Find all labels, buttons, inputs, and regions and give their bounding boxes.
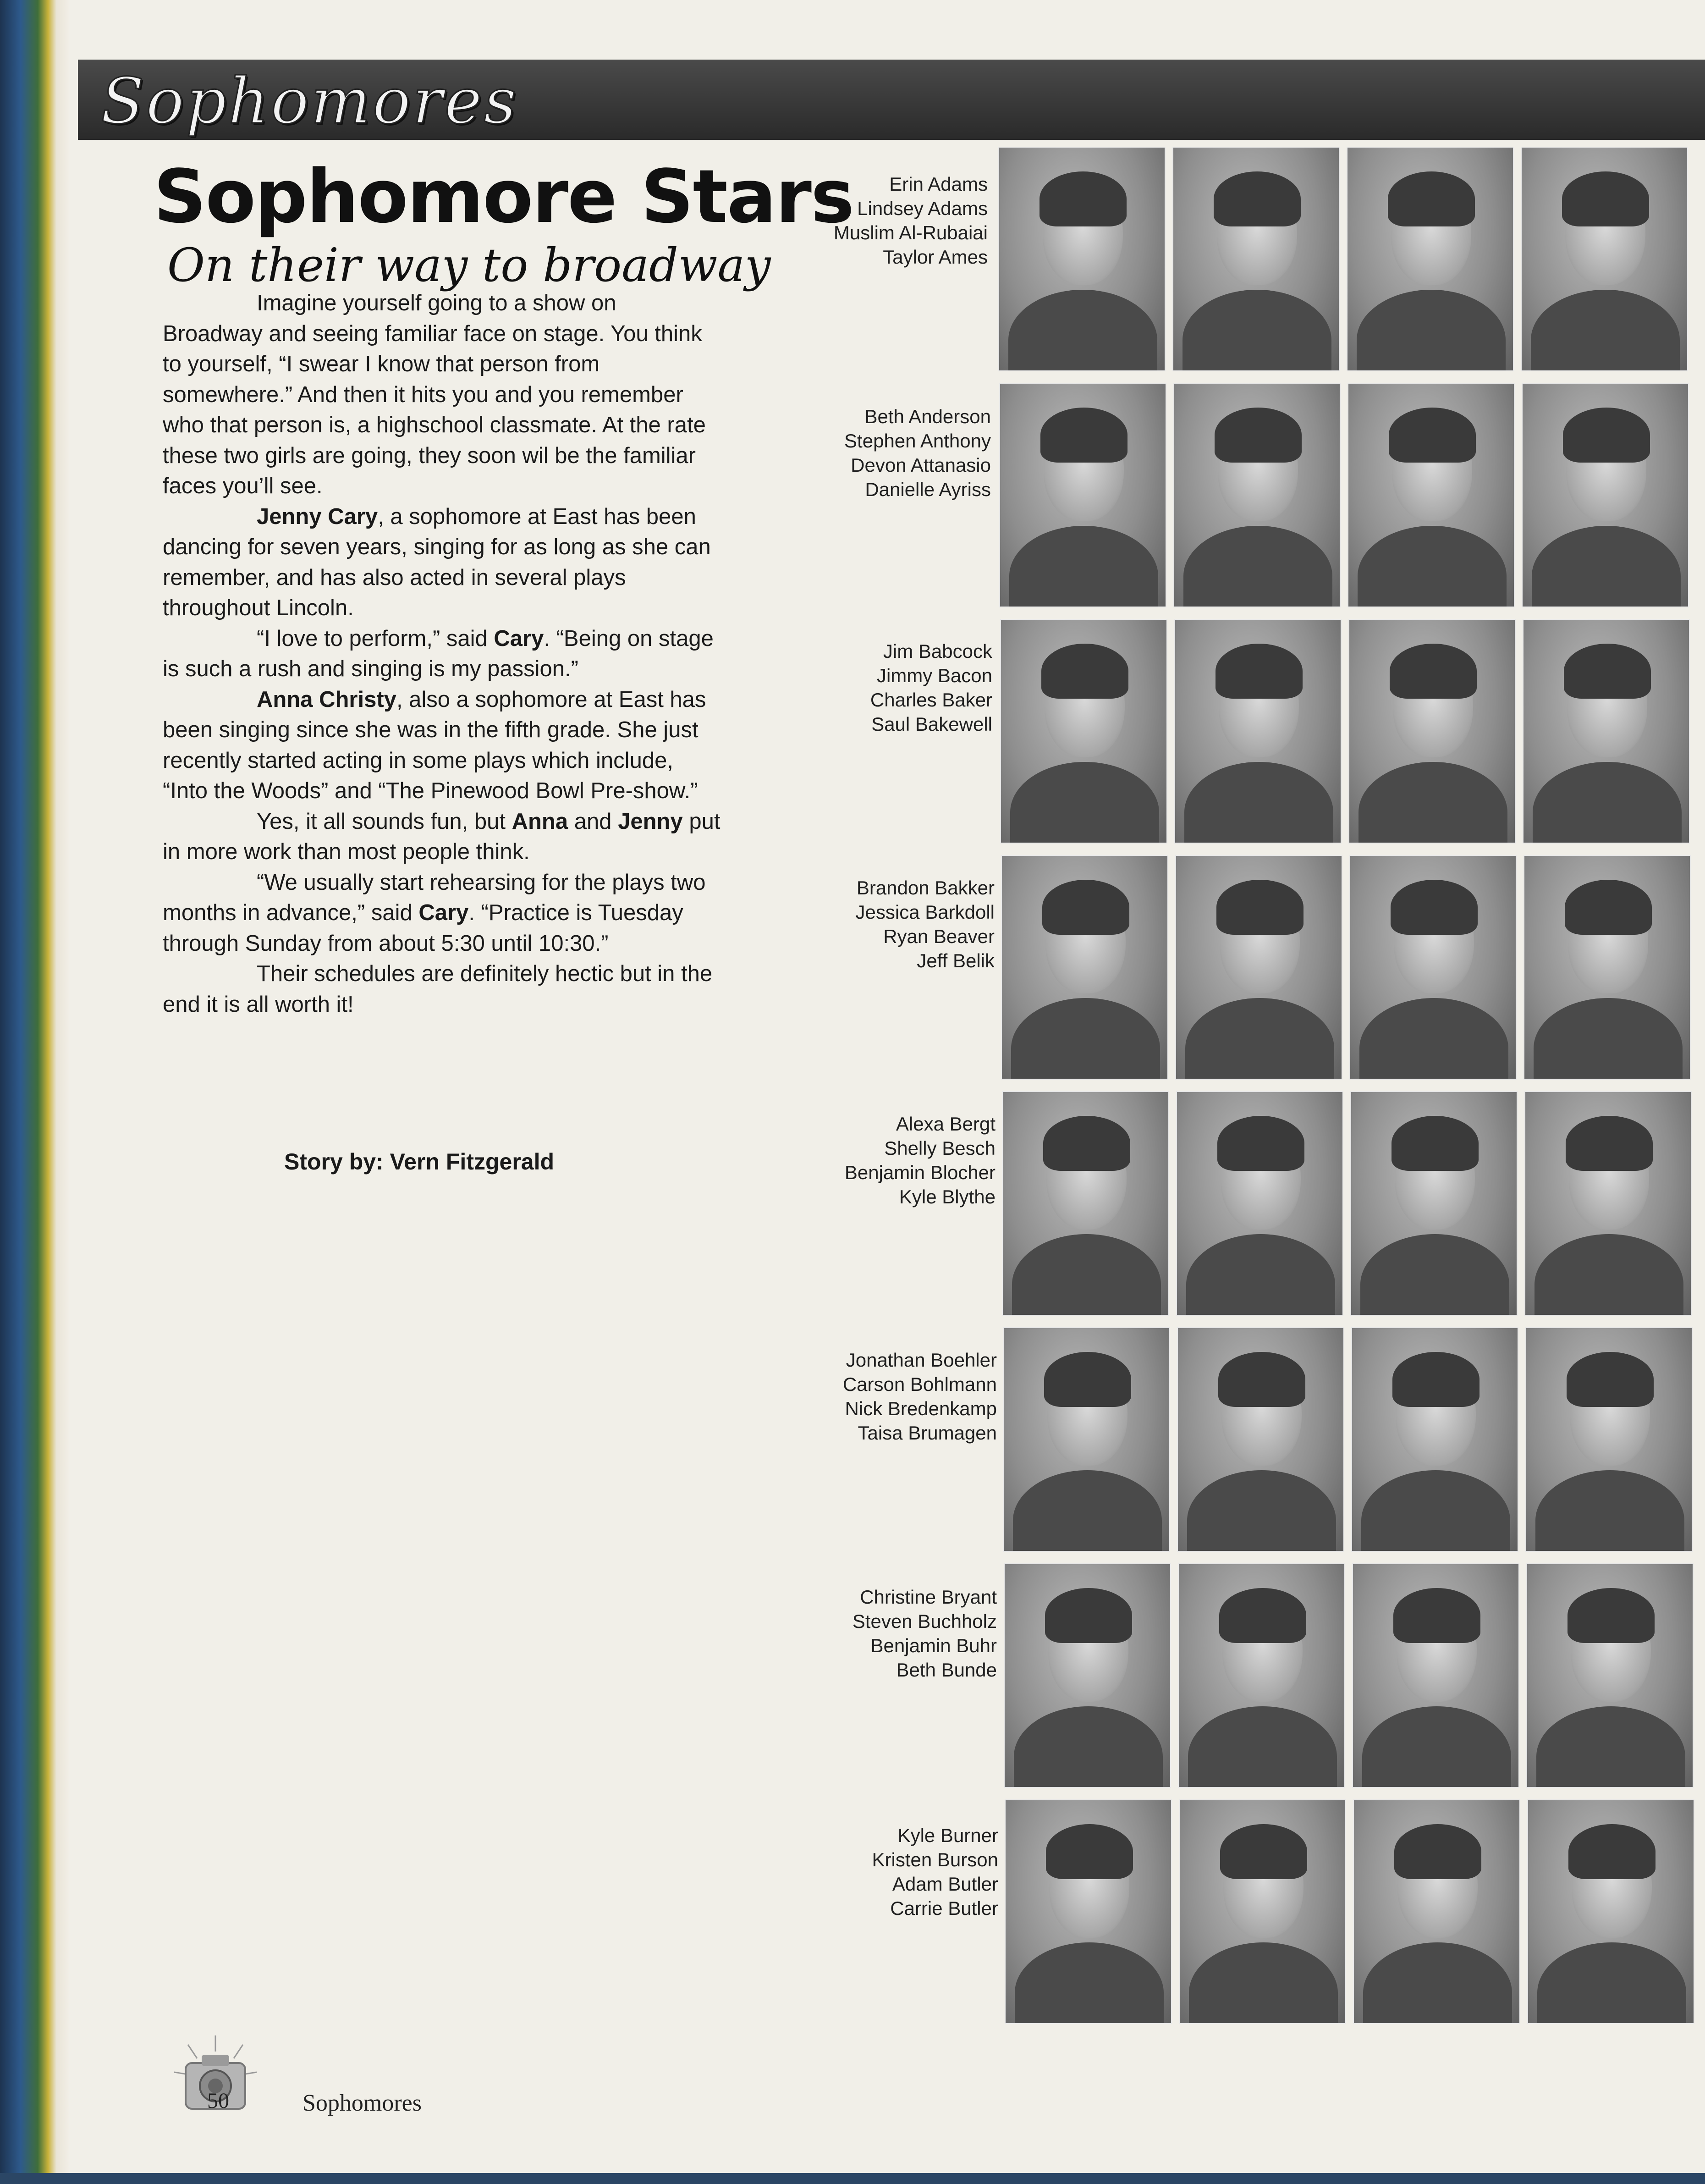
film-camera-logo-icon	[170, 2031, 261, 2136]
portrait-body	[1183, 526, 1332, 607]
roster-name: Benjamin Buhr	[870, 1635, 997, 1656]
roster-name: Shelly Besch	[884, 1137, 996, 1159]
roster-name: Charles Baker	[870, 689, 992, 711]
roster-name: Jimmy Bacon	[876, 665, 992, 686]
student-portrait	[1523, 619, 1690, 844]
student-name: Anna Christy	[257, 687, 396, 712]
portrait-body	[1534, 1234, 1683, 1316]
article-subhead: On their way to broadway	[167, 238, 771, 292]
student-portrait	[1350, 1091, 1518, 1316]
roster-name: Beth Bunde	[896, 1659, 997, 1681]
portrait-hair	[1219, 1588, 1306, 1643]
student-portrait	[1522, 383, 1689, 607]
portrait-hair	[1046, 1824, 1133, 1879]
roster-names-row-4	[720, 876, 995, 973]
student-portrait	[1351, 1327, 1518, 1552]
student-portrait	[999, 383, 1166, 607]
roster-name: Saul Bakewell	[871, 713, 992, 735]
student-portrait	[1526, 1563, 1694, 1788]
portrait-body	[1011, 998, 1160, 1080]
portrait-body	[1359, 998, 1508, 1080]
footer-section-label: Sophomores	[302, 2090, 422, 2116]
portrait-body	[1361, 1470, 1510, 1552]
portrait-hair	[1389, 408, 1476, 463]
roster-name: Kyle Burner	[897, 1825, 998, 1846]
roster-names-row-3	[717, 639, 992, 736]
portrait-hair	[1044, 1352, 1131, 1407]
portrait-body	[1185, 998, 1334, 1080]
student-portrait	[1176, 1091, 1343, 1316]
portrait-body	[1533, 762, 1682, 844]
roster-name: Muslim Al-Rubaiai	[833, 222, 988, 243]
roster-name: Stephen Anthony	[844, 430, 991, 452]
portrait-body	[1537, 1942, 1686, 2024]
roster-names-row-6	[722, 1348, 997, 1445]
student-name: Jenny Cary	[257, 504, 378, 529]
roster-names-row-5	[720, 1112, 996, 1209]
portrait-body	[1358, 762, 1507, 844]
roster-name: Benjamin Blocher	[844, 1162, 996, 1183]
roster-name: Taisa Brumagen	[858, 1422, 997, 1444]
article-body	[163, 288, 722, 1020]
portrait-hair	[1220, 1824, 1307, 1879]
portrait-hair	[1567, 1352, 1654, 1407]
student-name: Cary	[418, 900, 469, 925]
portrait-hair	[1565, 880, 1652, 935]
portrait-hair	[1394, 1824, 1481, 1879]
portrait-hair	[1568, 1588, 1655, 1643]
student-portrait	[998, 147, 1166, 371]
portrait-body	[1182, 290, 1331, 371]
roster-name: Kyle Blythe	[899, 1186, 996, 1208]
portrait-hair	[1040, 171, 1127, 226]
roster-name: Jeff Belik	[917, 950, 995, 971]
page-bottom-edge	[0, 2173, 1705, 2184]
portrait-body	[1184, 762, 1333, 844]
portrait-hair	[1391, 880, 1478, 935]
portrait-grid	[998, 147, 1705, 2035]
roster-name: Erin Adams	[889, 173, 988, 195]
article-paragraph: Yes, it all sounds fun, but Anna and Jenny put in more work than most people think.	[163, 809, 720, 864]
roster-name: Kristen Burson	[872, 1849, 998, 1870]
student-portrait	[1175, 855, 1342, 1080]
article-paragraph: Imagine yourself going to a show on Broadway and seeing familiar face on stage. You think to yourself, “I swear I know that person from somewhere.” And then it hits you and you remember who that person is, a highschool classmate. At the rate these two girls are going, they soon wil be the familiar faces you’ll see.	[163, 291, 706, 498]
portrait-hair	[1217, 1116, 1304, 1171]
portrait-body	[1363, 1942, 1512, 2024]
portrait-hair	[1393, 1588, 1480, 1643]
portrait-hair	[1040, 408, 1128, 463]
student-portrait	[1524, 855, 1691, 1080]
roster-name: Adam Butler	[892, 1873, 998, 1895]
portrait-body	[1012, 1234, 1161, 1316]
article-paragraph: Anna Christy, also a sophomore at East has been singing since she was in the fifth grade. She just recently started acting in some plays which include, “Into the Woods” and “The Pinewood Bowl Pre-show.”	[163, 687, 706, 803]
roster-name: Carson Bohlmann	[842, 1373, 997, 1395]
student-portrait	[1172, 147, 1340, 371]
article-paragraph: Their schedules are definitely hectic but in the end it is all worth it!	[163, 961, 713, 1017]
roster-name: Beth Anderson	[864, 406, 991, 427]
roster-names-row-7	[722, 1585, 997, 1682]
portrait-hair	[1041, 644, 1128, 699]
portrait-hair	[1218, 1352, 1305, 1407]
student-name: Jenny	[618, 809, 683, 834]
student-portrait	[1000, 619, 1167, 844]
student-portrait	[1004, 1563, 1171, 1788]
portrait-hair	[1563, 408, 1650, 463]
roster-names-row-2	[716, 404, 991, 502]
article-byline: Story by: Vern Fitzgerald	[284, 1149, 555, 1175]
portrait-hair	[1388, 171, 1475, 226]
article-paragraph: Jenny Cary, a sophomore at East has been dancing for seven years, singing for as long as she can remember, and has also acted in several plays throughout Lincoln.	[163, 504, 711, 620]
roster-name: Nick Bredenkamp	[845, 1398, 997, 1419]
student-portrait	[1347, 147, 1514, 371]
article-paragraph: “We usually start rehearsing for the plays two months in advance,” said Cary. “Practice is Tuesday through Sunday from about 5:30 until 10:30.”	[163, 870, 706, 956]
student-portrait	[1524, 1091, 1692, 1316]
portrait-body	[1188, 1706, 1337, 1788]
student-portrait	[1177, 1327, 1344, 1552]
portrait-hair	[1045, 1588, 1132, 1643]
student-portrait	[1003, 1327, 1170, 1552]
article-paragraph: “I love to perform,” said Cary. “Being on stage is such a rush and singing is my passion.”	[163, 626, 714, 681]
roster-name: Jim Babcock	[883, 640, 992, 662]
roster-name: Alexa Bergt	[896, 1113, 996, 1135]
portrait-body	[1362, 1706, 1511, 1788]
portrait-body	[1009, 526, 1158, 607]
portrait-hair	[1568, 1824, 1656, 1879]
portrait-body	[1535, 1470, 1684, 1552]
student-portrait	[1001, 855, 1168, 1080]
portrait-body	[1013, 1470, 1162, 1552]
portrait-hair	[1392, 1116, 1479, 1171]
portrait-body	[1186, 1234, 1335, 1316]
portrait-body	[1010, 762, 1159, 844]
roster-names-row-8	[723, 1823, 998, 1920]
roster-name: Danielle Ayriss	[865, 479, 991, 500]
roster-name: Taylor Ames	[883, 246, 988, 268]
portrait-body	[1536, 1706, 1685, 1788]
roster-name: Brandon Bakker	[856, 877, 995, 899]
roster-name: Carrie Butler	[890, 1897, 998, 1919]
portrait-body	[1014, 1706, 1163, 1788]
portrait-body	[1187, 1470, 1336, 1552]
student-portrait	[1002, 1091, 1169, 1316]
student-portrait	[1348, 619, 1516, 844]
portrait-hair	[1215, 408, 1302, 463]
portrait-hair	[1564, 644, 1651, 699]
portrait-body	[1531, 290, 1680, 371]
roster-name: Ryan Beaver	[883, 926, 995, 947]
student-portrait	[1527, 1799, 1694, 2024]
portrait-body	[1360, 1234, 1509, 1316]
student-name: Anna	[512, 809, 568, 834]
portrait-body	[1534, 998, 1683, 1080]
student-portrait	[1525, 1327, 1693, 1552]
portrait-hair	[1216, 644, 1303, 699]
portrait-hair	[1216, 880, 1304, 935]
portrait-body	[1357, 290, 1506, 371]
portrait-body	[1189, 1942, 1338, 2024]
student-portrait	[1521, 147, 1688, 371]
student-portrait	[1174, 619, 1342, 844]
portrait-body	[1008, 290, 1157, 371]
roster-name: Steven Buchholz	[852, 1610, 997, 1632]
roster-name: Jessica Barkdoll	[855, 901, 995, 923]
student-portrait	[1005, 1799, 1172, 2024]
roster-name: Lindsey Adams	[857, 198, 988, 219]
roster-name: Christine Bryant	[860, 1586, 997, 1608]
student-portrait	[1348, 383, 1515, 607]
roster-names-row-1	[713, 172, 988, 269]
student-portrait	[1178, 1563, 1345, 1788]
portrait-body	[1532, 526, 1681, 607]
student-portrait	[1352, 1563, 1519, 1788]
portrait-body	[1358, 526, 1507, 607]
student-name: Cary	[494, 626, 544, 651]
portrait-body	[1015, 1942, 1164, 2024]
student-portrait	[1179, 1799, 1346, 2024]
portrait-hair	[1566, 1116, 1653, 1171]
article-headline: Sophomore Stars	[154, 154, 854, 239]
page-number: 50	[207, 2089, 229, 2113]
student-portrait	[1349, 855, 1517, 1080]
student-portrait	[1173, 383, 1341, 607]
student-portrait	[1353, 1799, 1520, 2024]
portrait-hair	[1562, 171, 1649, 226]
roster-name: Jonathan Boehler	[846, 1349, 997, 1371]
section-title: Sophomores	[101, 64, 518, 138]
portrait-hair	[1042, 880, 1129, 935]
portrait-hair	[1392, 1352, 1480, 1407]
binding-edge	[0, 0, 69, 2184]
roster-name: Devon Attanasio	[851, 454, 991, 476]
portrait-hair	[1214, 171, 1301, 226]
portrait-hair	[1390, 644, 1477, 699]
portrait-hair	[1043, 1116, 1130, 1171]
